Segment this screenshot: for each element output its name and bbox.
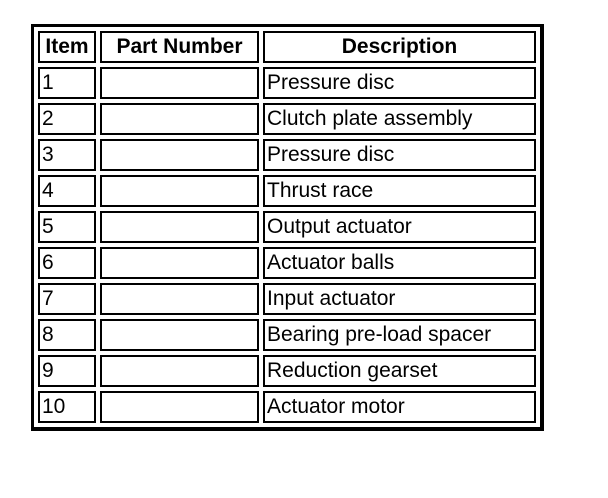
cell-description: Actuator balls — [263, 247, 536, 279]
header-description: Description — [263, 31, 536, 63]
header-row — [38, 31, 536, 63]
cell-description: Input actuator — [263, 283, 536, 315]
cell-description: Clutch plate assembly — [263, 103, 536, 135]
parts-table — [31, 24, 544, 431]
cell-item: 6 — [38, 247, 96, 279]
header-item: Item — [38, 31, 96, 63]
table-header — [38, 31, 536, 63]
cell-item: 1 — [38, 67, 96, 99]
cell-item: 4 — [38, 175, 96, 207]
table-row — [38, 103, 536, 135]
cell-description: Actuator motor — [263, 391, 536, 423]
cell-part-number — [100, 67, 259, 99]
cell-part-number — [100, 391, 259, 423]
table-row — [38, 355, 536, 387]
cell-part-number — [100, 211, 259, 243]
cell-part-number — [100, 175, 259, 207]
cell-description: Pressure disc — [263, 139, 536, 171]
header-part-number: Part Number — [100, 31, 259, 63]
cell-description: Bearing pre-load spacer — [263, 319, 536, 351]
cell-part-number — [100, 319, 259, 351]
cell-item: 3 — [38, 139, 96, 171]
cell-item: 5 — [38, 211, 96, 243]
table-row — [38, 175, 536, 207]
cell-description: Pressure disc — [263, 67, 536, 99]
cell-part-number — [100, 283, 259, 315]
cell-item: 7 — [38, 283, 96, 315]
cell-part-number — [100, 355, 259, 387]
cell-description: Output actuator — [263, 211, 536, 243]
table-row — [38, 211, 536, 243]
cell-item: 10 — [38, 391, 96, 423]
cell-description: Thrust race — [263, 175, 536, 207]
cell-item: 8 — [38, 319, 96, 351]
cell-part-number — [100, 139, 259, 171]
table-row — [38, 319, 536, 351]
table-row — [38, 283, 536, 315]
table-row — [38, 247, 536, 279]
table-body — [38, 67, 536, 423]
cell-item: 2 — [38, 103, 96, 135]
cell-description: Reduction gearset — [263, 355, 536, 387]
table-row — [38, 139, 536, 171]
cell-part-number — [100, 103, 259, 135]
table-row — [38, 391, 536, 423]
table-row — [38, 67, 536, 99]
cell-item: 9 — [38, 355, 96, 387]
cell-part-number — [100, 247, 259, 279]
